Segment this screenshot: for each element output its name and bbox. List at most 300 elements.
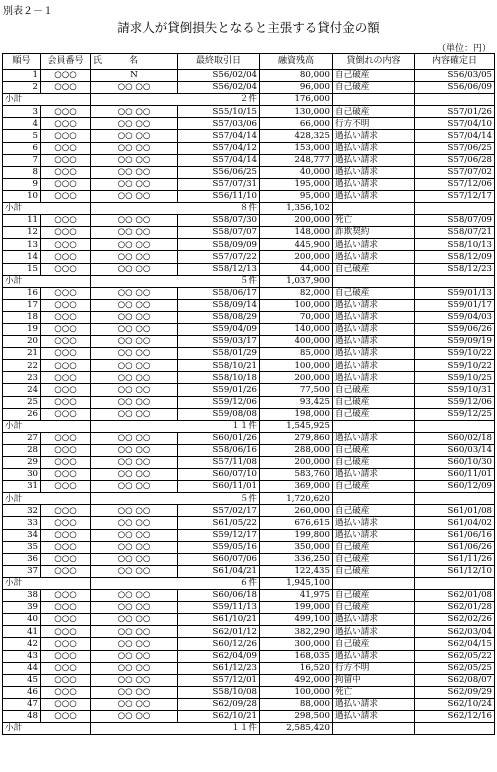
page-title: 請求人が貸倒損失となると主張する貸付金の額 [117, 20, 380, 35]
cell-fixed-date: S59/12/06 [415, 396, 495, 408]
subtotal-count: ６件 [91, 577, 260, 589]
cell-member: ○○○ [41, 674, 91, 686]
table-row [3, 553, 495, 565]
subtotal-empty [333, 420, 415, 432]
cell-balance: 140,000 [260, 323, 333, 335]
cell-reason: 過払い請求 [333, 360, 415, 372]
cell-last-date: S58/09/14 [178, 299, 260, 311]
cell-name: ○○ ○○ [91, 384, 178, 396]
cell-member: ○○○ [41, 457, 91, 469]
cell-member: ○○○ [41, 323, 91, 335]
cell-last-date: S59/08/08 [178, 408, 260, 420]
cell-no: 28 [3, 444, 41, 456]
cell-name: ○○ ○○ [91, 565, 178, 577]
cell-last-date: S58/08/29 [178, 311, 260, 323]
cell-no: 26 [3, 408, 41, 420]
cell-member: ○○○ [41, 118, 91, 130]
cell-member: ○○○ [41, 432, 91, 444]
cell-member: ○○○ [41, 166, 91, 178]
table-row [3, 311, 495, 323]
cell-balance: 260,000 [260, 505, 333, 517]
cell-name: ○○ ○○ [91, 299, 178, 311]
table-row [3, 529, 495, 541]
cell-balance: 100,000 [260, 360, 333, 372]
cell-name: ○○ ○○ [91, 251, 178, 263]
cell-no: 42 [3, 638, 41, 650]
subtotal-empty [415, 203, 495, 215]
cell-balance: 100,000 [260, 299, 333, 311]
cell-balance: 200,000 [260, 251, 333, 263]
cell-fixed-date: S62/01/28 [415, 602, 495, 614]
cell-balance: 85,000 [260, 348, 333, 360]
cell-name: ○○ ○○ [91, 505, 178, 517]
cell-fixed-date: S57/12/17 [415, 190, 495, 202]
cell-last-date: S57/04/12 [178, 142, 260, 154]
cell-reason: 自己破産 [333, 565, 415, 577]
cell-balance: 279,860 [260, 432, 333, 444]
header-row [3, 54, 495, 70]
cell-no: 43 [3, 650, 41, 662]
subtotal-row [3, 493, 495, 505]
cell-balance: 93,425 [260, 396, 333, 408]
cell-reason: 自己破産 [333, 541, 415, 553]
cell-no: 44 [3, 662, 41, 674]
cell-no: 8 [3, 166, 41, 178]
cell-member: ○○○ [41, 662, 91, 674]
cell-reason: 自己破産 [333, 70, 415, 82]
cell-fixed-date: S59/10/22 [415, 360, 495, 372]
cell-last-date: S57/04/14 [178, 130, 260, 142]
subtotal-label: 小計 [3, 420, 91, 432]
cell-reason: 自己破産 [333, 505, 415, 517]
cell-name: ○○ ○○ [91, 590, 178, 602]
cell-last-date: S56/06/25 [178, 166, 260, 178]
table-row [3, 323, 495, 335]
cell-fixed-date: S58/12/09 [415, 251, 495, 263]
cell-fixed-date: S60/02/18 [415, 432, 495, 444]
cell-last-date: S57/02/17 [178, 505, 260, 517]
cell-balance: 288,000 [260, 444, 333, 456]
subtotal-count: ５件 [91, 493, 260, 505]
cell-fixed-date: S58/10/13 [415, 239, 495, 251]
cell-balance: 148,000 [260, 227, 333, 239]
cell-balance: 300,000 [260, 638, 333, 650]
cell-balance: 70,000 [260, 311, 333, 323]
cell-member: ○○○ [41, 565, 91, 577]
cell-no: 13 [3, 239, 41, 251]
cell-member: ○○○ [41, 82, 91, 94]
table-body [3, 70, 495, 735]
cell-no: 19 [3, 323, 41, 335]
cell-reason: 過払い請求 [333, 299, 415, 311]
cell-reason: 過払い請求 [333, 190, 415, 202]
cell-last-date: S60/12/26 [178, 638, 260, 650]
cell-reason: 過払い請求 [333, 650, 415, 662]
cell-name: ○○ ○○ [91, 227, 178, 239]
table-row [3, 215, 495, 227]
cell-balance: 130,000 [260, 106, 333, 118]
cell-name: ○○ ○○ [91, 517, 178, 529]
cell-last-date: S56/11/10 [178, 190, 260, 202]
cell-member: ○○○ [41, 396, 91, 408]
cell-member: ○○○ [41, 626, 91, 638]
cell-last-date: S57/11/08 [178, 457, 260, 469]
cell-member: ○○○ [41, 529, 91, 541]
table-row [3, 263, 495, 275]
cell-balance: 200,000 [260, 457, 333, 469]
table-row [3, 432, 495, 444]
cell-last-date: S57/04/14 [178, 154, 260, 166]
cell-last-date: S58/06/17 [178, 287, 260, 299]
cell-member: ○○○ [41, 154, 91, 166]
cell-balance: 44,000 [260, 263, 333, 275]
cell-no: 16 [3, 287, 41, 299]
cell-name: ○○ ○○ [91, 311, 178, 323]
cell-balance: 499,100 [260, 614, 333, 626]
cell-fixed-date: S59/04/03 [415, 311, 495, 323]
cell-reason: 自己破産 [333, 408, 415, 420]
table-row [3, 154, 495, 166]
cell-last-date: S58/06/16 [178, 444, 260, 456]
cell-member: ○○○ [41, 553, 91, 565]
cell-fixed-date: S61/12/10 [415, 565, 495, 577]
table-row [3, 287, 495, 299]
cell-reason: 行方不明 [333, 118, 415, 130]
cell-reason: 過払い請求 [333, 166, 415, 178]
cell-name: ○○ ○○ [91, 263, 178, 275]
cell-member: ○○○ [41, 70, 91, 82]
unit-note: （単位：円） [436, 44, 491, 54]
cell-member: ○○○ [41, 251, 91, 263]
cell-name: ○○ ○○ [91, 602, 178, 614]
subtotal-empty [415, 275, 495, 287]
subtotal-count: ５件 [91, 275, 260, 287]
cell-balance: 40,000 [260, 166, 333, 178]
loan-table [2, 53, 495, 735]
cell-reason: 自己破産 [333, 287, 415, 299]
cell-balance: 676,615 [260, 517, 333, 529]
cell-last-date: S61/10/21 [178, 614, 260, 626]
subtotal-count: ２件 [91, 94, 260, 106]
cell-member: ○○○ [41, 469, 91, 481]
cell-reason: 拘留中 [333, 674, 415, 686]
cell-balance: 298,500 [260, 710, 333, 722]
table-row [3, 299, 495, 311]
subtotal-count: １１件 [91, 420, 260, 432]
cell-no: 20 [3, 336, 41, 348]
cell-last-date: S59/01/26 [178, 384, 260, 396]
cell-fixed-date: S59/10/31 [415, 384, 495, 396]
cell-fixed-date: S56/03/05 [415, 70, 495, 82]
cell-fixed-date: S62/05/25 [415, 662, 495, 674]
cell-reason: 過払い請求 [333, 251, 415, 263]
table-row [3, 251, 495, 263]
cell-reason: 行方不明 [333, 662, 415, 674]
cell-fixed-date: S61/01/08 [415, 505, 495, 517]
table-row [3, 360, 495, 372]
cell-balance: 77,500 [260, 384, 333, 396]
cell-member: ○○○ [41, 348, 91, 360]
table-row [3, 662, 495, 674]
cell-name: ○○ ○○ [91, 541, 178, 553]
cell-last-date: S58/10/18 [178, 372, 260, 384]
cell-reason: 過払い請求 [333, 529, 415, 541]
cell-last-date: S62/01/12 [178, 626, 260, 638]
cell-last-date: S60/11/01 [178, 481, 260, 493]
table-row [3, 650, 495, 662]
subtotal-count: １１件 [91, 723, 260, 735]
subtotal-empty [333, 493, 415, 505]
cell-balance: 153,000 [260, 142, 333, 154]
cell-last-date: S56/02/04 [178, 70, 260, 82]
cell-reason: 過払い請求 [333, 142, 415, 154]
cell-reason: 過払い請求 [333, 469, 415, 481]
cell-name: ○○ ○○ [91, 638, 178, 650]
cell-reason: 過払い請求 [333, 336, 415, 348]
subtotal-empty [415, 420, 495, 432]
subtotal-row [3, 577, 495, 589]
cell-member: ○○○ [41, 215, 91, 227]
cell-member: ○○○ [41, 686, 91, 698]
cell-name: ○○ ○○ [91, 142, 178, 154]
cell-name: ○○ ○○ [91, 432, 178, 444]
cell-last-date: S59/05/16 [178, 541, 260, 553]
subtotal-balance: 176,000 [260, 94, 333, 106]
cell-name: ○○ ○○ [91, 360, 178, 372]
cell-no: 10 [3, 190, 41, 202]
cell-fixed-date: S59/10/22 [415, 348, 495, 360]
table-row [3, 384, 495, 396]
subtotal-balance: 2,585,420 [260, 723, 333, 735]
table-row [3, 469, 495, 481]
cell-no: 46 [3, 686, 41, 698]
table-row [3, 336, 495, 348]
table-row [3, 517, 495, 529]
header-name: 氏 名 [91, 54, 178, 70]
cell-balance: 16,520 [260, 662, 333, 674]
subtotal-label: 小計 [3, 203, 91, 215]
cell-fixed-date: S62/03/04 [415, 626, 495, 638]
cell-balance: 428,325 [260, 130, 333, 142]
subtotal-count: ８件 [91, 203, 260, 215]
cell-last-date: S62/10/21 [178, 710, 260, 722]
cell-fixed-date: S57/04/10 [415, 118, 495, 130]
cell-balance: 583,760 [260, 469, 333, 481]
cell-name: ○○ ○○ [91, 469, 178, 481]
cell-member: ○○○ [41, 517, 91, 529]
cell-balance: 382,290 [260, 626, 333, 638]
cell-balance: 96,000 [260, 82, 333, 94]
subtotal-balance: 1,945,100 [260, 577, 333, 589]
cell-name: ○○ ○○ [91, 650, 178, 662]
cell-member: ○○○ [41, 130, 91, 142]
cell-name: ○○ ○○ [91, 178, 178, 190]
cell-name: ○○ ○○ [91, 674, 178, 686]
cell-reason: 自己破産 [333, 457, 415, 469]
cell-balance: 492,000 [260, 674, 333, 686]
cell-no: 1 [3, 70, 41, 82]
subtotal-balance: 1,037,900 [260, 275, 333, 287]
cell-reason: 過払い請求 [333, 517, 415, 529]
cell-reason: 過払い請求 [333, 432, 415, 444]
header-reason: 貸倒れの内容 [333, 54, 415, 70]
cell-reason: 過払い請求 [333, 178, 415, 190]
cell-last-date: S58/01/29 [178, 348, 260, 360]
cell-last-date: S60/07/10 [178, 469, 260, 481]
cell-fixed-date: S57/12/06 [415, 178, 495, 190]
cell-reason: 過払い請求 [333, 348, 415, 360]
table-row [3, 118, 495, 130]
cell-last-date: S59/12/06 [178, 396, 260, 408]
subtotal-empty [333, 577, 415, 589]
cell-balance: 199,000 [260, 602, 333, 614]
cell-name: ○○ ○○ [91, 662, 178, 674]
cell-member: ○○○ [41, 444, 91, 456]
cell-member: ○○○ [41, 372, 91, 384]
cell-fixed-date: S62/10/24 [415, 698, 495, 710]
subtotal-empty [415, 493, 495, 505]
cell-last-date: S61/04/21 [178, 565, 260, 577]
cell-no: 48 [3, 710, 41, 722]
cell-reason: 自己破産 [333, 553, 415, 565]
cell-reason: 過払い請求 [333, 239, 415, 251]
cell-fixed-date: S62/09/29 [415, 686, 495, 698]
cell-balance: 95,000 [260, 190, 333, 202]
cell-no: 5 [3, 130, 41, 142]
table-row [3, 614, 495, 626]
cell-no: 3 [3, 106, 41, 118]
cell-last-date: S57/03/06 [178, 118, 260, 130]
cell-last-date: S59/03/17 [178, 336, 260, 348]
table-row [3, 372, 495, 384]
table-row [3, 457, 495, 469]
cell-reason: 過払い請求 [333, 323, 415, 335]
cell-fixed-date: S61/11/26 [415, 553, 495, 565]
cell-member: ○○○ [41, 650, 91, 662]
cell-last-date: S58/12/13 [178, 263, 260, 275]
subtotal-label: 小計 [3, 723, 91, 735]
cell-no: 22 [3, 360, 41, 372]
table-row [3, 348, 495, 360]
cell-balance: 198,000 [260, 408, 333, 420]
cell-reason: 過払い請求 [333, 698, 415, 710]
table-row [3, 541, 495, 553]
subtotal-row [3, 723, 495, 735]
cell-no: 33 [3, 517, 41, 529]
cell-member: ○○○ [41, 142, 91, 154]
cell-name: ○○ ○○ [91, 686, 178, 698]
cell-name: ○○ ○○ [91, 166, 178, 178]
cell-reason: 自己破産 [333, 444, 415, 456]
cell-no: 30 [3, 469, 41, 481]
cell-fixed-date: S62/01/08 [415, 590, 495, 602]
cell-fixed-date: S62/02/26 [415, 614, 495, 626]
cell-last-date: S60/06/18 [178, 590, 260, 602]
cell-fixed-date: S62/12/16 [415, 710, 495, 722]
cell-fixed-date: S59/12/25 [415, 408, 495, 420]
subtotal-label: 小計 [3, 94, 91, 106]
cell-member: ○○○ [41, 602, 91, 614]
cell-balance: 445,900 [260, 239, 333, 251]
header-no: 順号 [3, 54, 41, 70]
cell-reason: 過払い請求 [333, 154, 415, 166]
cell-reason: 死亡 [333, 215, 415, 227]
cell-name: ○○ ○○ [91, 336, 178, 348]
cell-name: ○○ ○○ [91, 82, 178, 94]
cell-no: 15 [3, 263, 41, 275]
table-row [3, 408, 495, 420]
cell-no: 12 [3, 227, 41, 239]
cell-no: 18 [3, 311, 41, 323]
cell-member: ○○○ [41, 541, 91, 553]
cell-reason: 自己破産 [333, 481, 415, 493]
cell-last-date: S59/12/17 [178, 529, 260, 541]
cell-last-date: S61/12/23 [178, 662, 260, 674]
cell-reason: 過払い請求 [333, 614, 415, 626]
cell-last-date: S59/04/09 [178, 323, 260, 335]
cell-name: ○○ ○○ [91, 154, 178, 166]
cell-reason: 自己破産 [333, 638, 415, 650]
cell-member: ○○○ [41, 190, 91, 202]
cell-name: N [91, 70, 178, 82]
subtotal-empty [333, 203, 415, 215]
cell-no: 4 [3, 118, 41, 130]
cell-fixed-date: S60/12/09 [415, 481, 495, 493]
cell-balance: 369,000 [260, 481, 333, 493]
cell-member: ○○○ [41, 287, 91, 299]
cell-reason: 自己破産 [333, 602, 415, 614]
cell-member: ○○○ [41, 311, 91, 323]
cell-reason: 自己破産 [333, 82, 415, 94]
cell-name: ○○ ○○ [91, 106, 178, 118]
cell-no: 17 [3, 299, 41, 311]
cell-reason: 自己破産 [333, 396, 415, 408]
subtotal-empty [415, 577, 495, 589]
cell-name: ○○ ○○ [91, 614, 178, 626]
cell-no: 35 [3, 541, 41, 553]
cell-no: 39 [3, 602, 41, 614]
cell-fixed-date: S58/07/09 [415, 215, 495, 227]
cell-name: ○○ ○○ [91, 444, 178, 456]
subtotal-row [3, 275, 495, 287]
table-row [3, 590, 495, 602]
cell-fixed-date: S57/06/25 [415, 142, 495, 154]
cell-member: ○○○ [41, 505, 91, 517]
cell-balance: 66,000 [260, 118, 333, 130]
table-row [3, 674, 495, 686]
cell-no: 2 [3, 82, 41, 94]
cell-no: 14 [3, 251, 41, 263]
cell-no: 41 [3, 626, 41, 638]
cell-member: ○○○ [41, 590, 91, 602]
cell-fixed-date: S62/04/15 [415, 638, 495, 650]
table-row [3, 698, 495, 710]
cell-member: ○○○ [41, 299, 91, 311]
cell-balance: 82,000 [260, 287, 333, 299]
cell-fixed-date: S57/07/02 [415, 166, 495, 178]
cell-reason: 過払い請求 [333, 372, 415, 384]
cell-name: ○○ ○○ [91, 529, 178, 541]
cell-member: ○○○ [41, 698, 91, 710]
table-row [3, 602, 495, 614]
cell-last-date: S56/02/04 [178, 82, 260, 94]
cell-last-date: S58/07/30 [178, 215, 260, 227]
cell-balance: 400,000 [260, 336, 333, 348]
cell-name: ○○ ○○ [91, 481, 178, 493]
header-fixed-date: 内容確定日 [415, 54, 495, 70]
table-label: 別表２－１ [3, 6, 53, 17]
cell-last-date: S62/09/28 [178, 698, 260, 710]
